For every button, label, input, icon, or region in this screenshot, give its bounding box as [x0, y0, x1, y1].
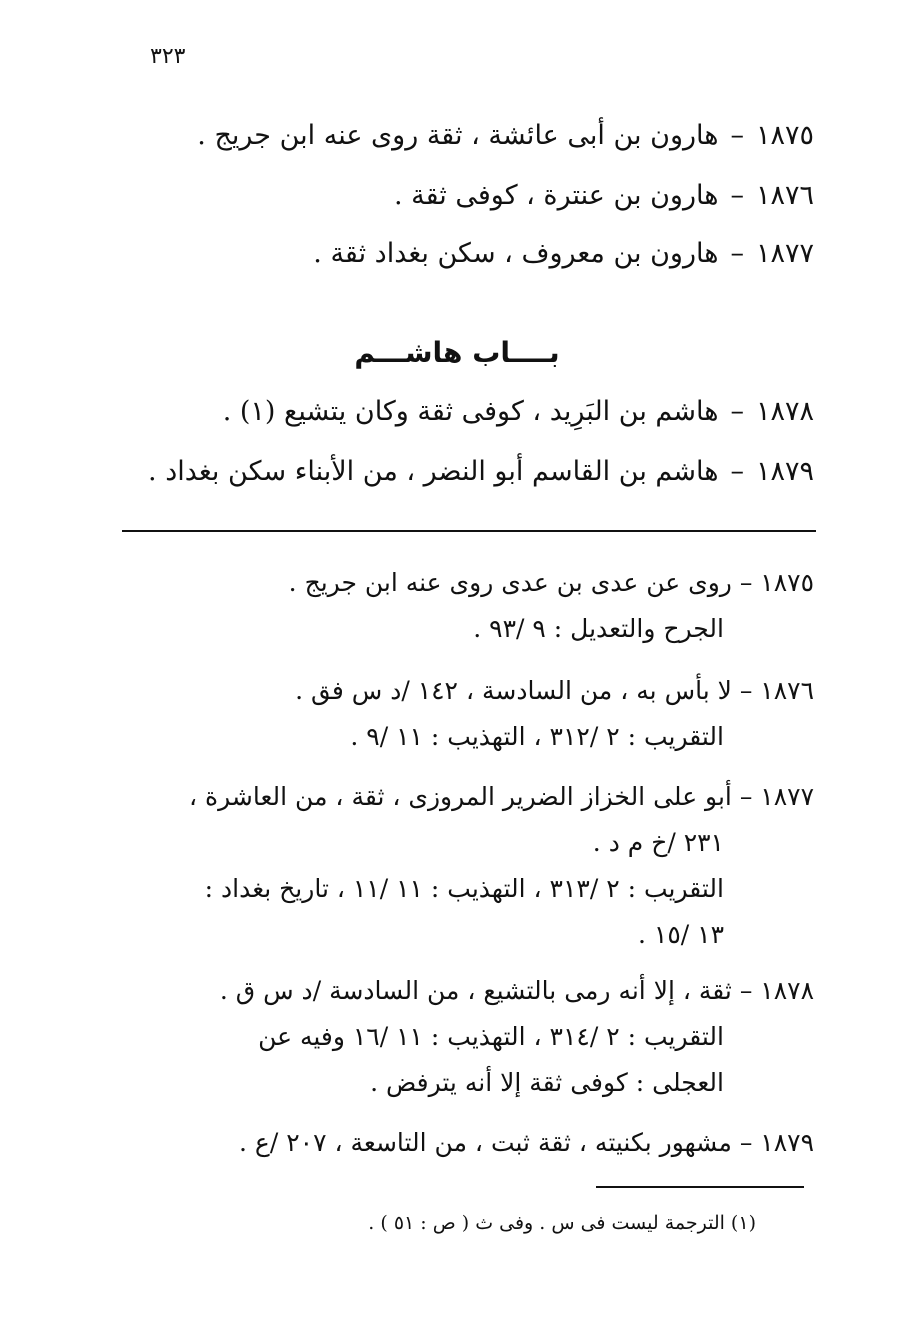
entry-number: ١٨٧٥: [755, 120, 814, 151]
footnote: (١) الترجمة ليست فى س . وفى ث ( ص : ٥١ ) .: [368, 1212, 756, 1234]
entry-text: هارون بن أبى عائشة ، ثقة روى عنه ابن جريج .: [197, 120, 719, 151]
entry-text: هارون بن عنترة ، كوفى ثقة .: [393, 180, 719, 211]
note-1877: ١٨٧٧ – أبو على الخزاز الضرير المروزى ، ثقة ، من العاشرة ، ٢٣١ /خ م د . التقريب : ٢ /٣١٣ ، التهذيب : ١١ /١١ ، تاريخ بغداد : ١٣ /١٥ .: [114, 774, 814, 958]
note-1875: ١٨٧٥ – روى عن عدى بن عدى روى عنه ابن جريج . الجرح والتعديل : ٩ /٩٣ .: [114, 560, 814, 652]
entry-number: ١٨٧٧: [755, 238, 814, 269]
notes-divider: [122, 530, 816, 532]
entry-number: ١٨٧٩: [755, 456, 814, 487]
note-line: التقريب : ٢ /٣١٣ ، التهذيب : ١١ /١١ ، تاريخ بغداد :: [204, 874, 724, 903]
note-line: روى عن عدى بن عدى روى عنه ابن جريج .: [288, 568, 732, 597]
entry-text: هاشم بن القاسم أبو النضر ، من الأبناء سكن بغداد .: [148, 456, 719, 487]
note-line: التقريب : ٢ /٣١٢ ، التهذيب : ١١ /٩ .: [350, 722, 724, 751]
entry-1875: ١٨٧٥–هارون بن أبى عائشة ، ثقة روى عنه ابن جريج .: [197, 120, 814, 151]
note-1879: ١٨٧٩ – مشهور بكنيته ، ثقة ثبت ، من التاسعة ، ٢٠٧ /ع .: [239, 1128, 814, 1157]
section-heading: بــــاب هاشـــم: [354, 336, 560, 369]
entry-number: ١٨٧٦: [755, 180, 814, 211]
note-line: لا بأس به ، من السادسة ، ١٤٢ /د س فق .: [295, 676, 732, 705]
page-number: ٣٢٣: [150, 44, 186, 69]
note-line: ثقة ، إلا أنه رمى بالتشيع ، من السادسة /د س ق .: [219, 976, 732, 1005]
entry-1877: ١٨٧٧–هارون بن معروف ، سكن بغداد ثقة .: [313, 238, 814, 269]
entry-1878: ١٨٧٨–هاشم بن البَرِيد ، كوفى ثقة وكان يتشيع (١) .: [222, 396, 814, 427]
entry-number: ١٨٧٨: [755, 396, 814, 427]
note-line: الجرح والتعديل : ٩ /٩٣ .: [473, 614, 724, 643]
note-number: ١٨٧٦: [760, 676, 814, 705]
note-1878: ١٨٧٨ – ثقة ، إلا أنه رمى بالتشيع ، من السادسة /د س ق . التقريب : ٢ /٣١٤ ، التهذيب : ١١ /١٦ وفيه عن العجلى : كوفى ثقة إلا أنه يترفض .: [114, 968, 814, 1106]
footnote-rule: [596, 1186, 804, 1188]
note-1876: ١٨٧٦ – لا بأس به ، من السادسة ، ١٤٢ /د س فق . التقريب : ٢ /٣١٢ ، التهذيب : ١١ /٩ .: [114, 668, 814, 760]
note-number: ١٨٧٥: [760, 568, 814, 597]
note-line: ٢٣١ /خ م د .: [592, 828, 724, 857]
entry-1876: ١٨٧٦–هارون بن عنترة ، كوفى ثقة .: [393, 180, 814, 211]
note-number: ١٨٧٩: [760, 1128, 814, 1157]
note-number: ١٨٧٧: [760, 782, 814, 811]
entry-text: هاشم بن البَرِيد ، كوفى ثقة وكان يتشيع (١) .: [222, 396, 719, 427]
entry-1879: ١٨٧٩–هاشم بن القاسم أبو النضر ، من الأبناء سكن بغداد .: [148, 456, 814, 487]
note-line: مشهور بكنيته ، ثقة ثبت ، من التاسعة ، ٢٠٧ /ع .: [239, 1128, 732, 1157]
note-line: العجلى : كوفى ثقة إلا أنه يترفض .: [370, 1068, 724, 1097]
note-line: أبو على الخزاز الضرير المروزى ، ثقة ، من العاشرة ،: [189, 782, 732, 811]
note-line: ١٣ /١٥ .: [638, 920, 724, 949]
note-line: التقريب : ٢ /٣١٤ ، التهذيب : ١١ /١٦ وفيه عن: [258, 1022, 724, 1051]
entry-text: هارون بن معروف ، سكن بغداد ثقة .: [313, 238, 719, 269]
note-number: ١٨٧٨: [760, 976, 814, 1005]
